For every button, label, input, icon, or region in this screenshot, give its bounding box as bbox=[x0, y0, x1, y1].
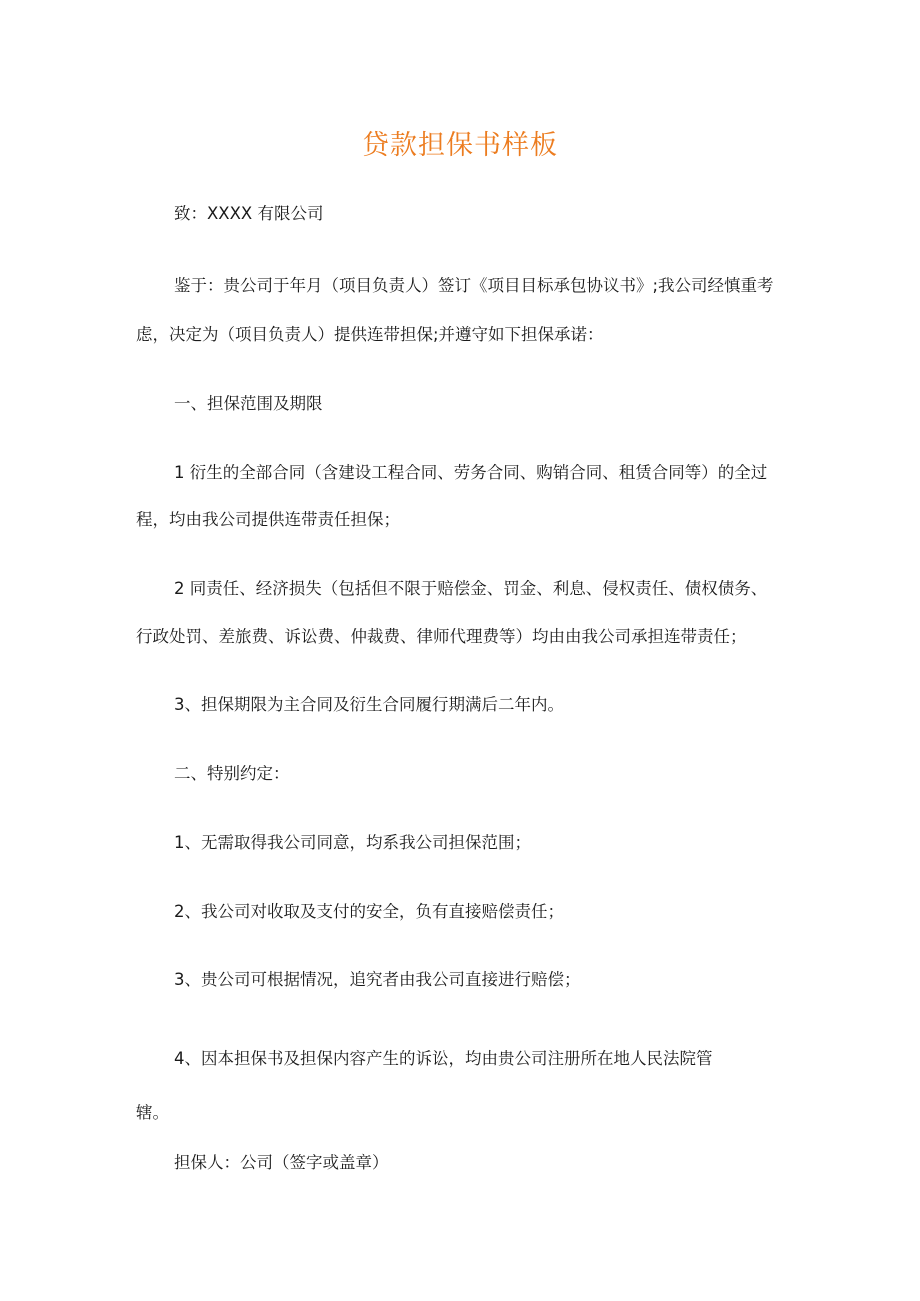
clause-2-1: 1、无需取得我公司同意，均系我公司担保范围； bbox=[174, 833, 531, 852]
addressee-line: 致：XXXX 有限公司 bbox=[174, 204, 324, 223]
clause-2-4-line-1: 4、因本担保书及担保内容产生的诉讼，均由贵公司注册所在地人民法院管 bbox=[174, 1049, 713, 1068]
clause-1-2-line-2: 行政处罚、差旅费、诉讼费、仲裁费、律师代理费等）均由由我公司承担连带责任； bbox=[136, 627, 747, 646]
section-heading-1: 一、担保范围及期限 bbox=[174, 394, 323, 413]
clause-2-3: 3、贵公司可根据情况，追究者由我公司直接进行赔偿； bbox=[174, 970, 581, 989]
document-title: 贷款担保书样板 bbox=[362, 130, 558, 161]
preamble-line-2: 虑，决定为（项目负责人）提供连带担保;并遵守如下担保承诺： bbox=[136, 325, 604, 344]
clause-2-2: 2、我公司对收取及支付的安全，负有直接赔偿责任； bbox=[174, 902, 564, 921]
clause-1-1-line-2: 程，均由我公司提供连带责任担保； bbox=[136, 510, 400, 529]
guarantor-signature-line: 担保人：公司（签字或盖章） bbox=[174, 1153, 389, 1172]
section-heading-2: 二、特别约定： bbox=[174, 764, 290, 783]
clause-1-2-line-1: 2 同责任、经济损失（包括但不限于赔偿金、罚金、利息、侵权责任、债权债务、 bbox=[174, 579, 768, 598]
clause-1-1-line-1: 1 衍生的全部合同（含建设工程合同、劳务合同、购销合同、租赁合同等）的全过 bbox=[174, 463, 768, 482]
clause-2-4-line-2: 辖。 bbox=[136, 1103, 169, 1122]
clause-1-3: 3、担保期限为主合同及衍生合同履行期满后二年内。 bbox=[174, 695, 564, 714]
preamble-line-1: 鉴于：贵公司于年月（项目负责人）签订《项目目标承包协议书》;我公司经慎重考 bbox=[174, 276, 774, 295]
